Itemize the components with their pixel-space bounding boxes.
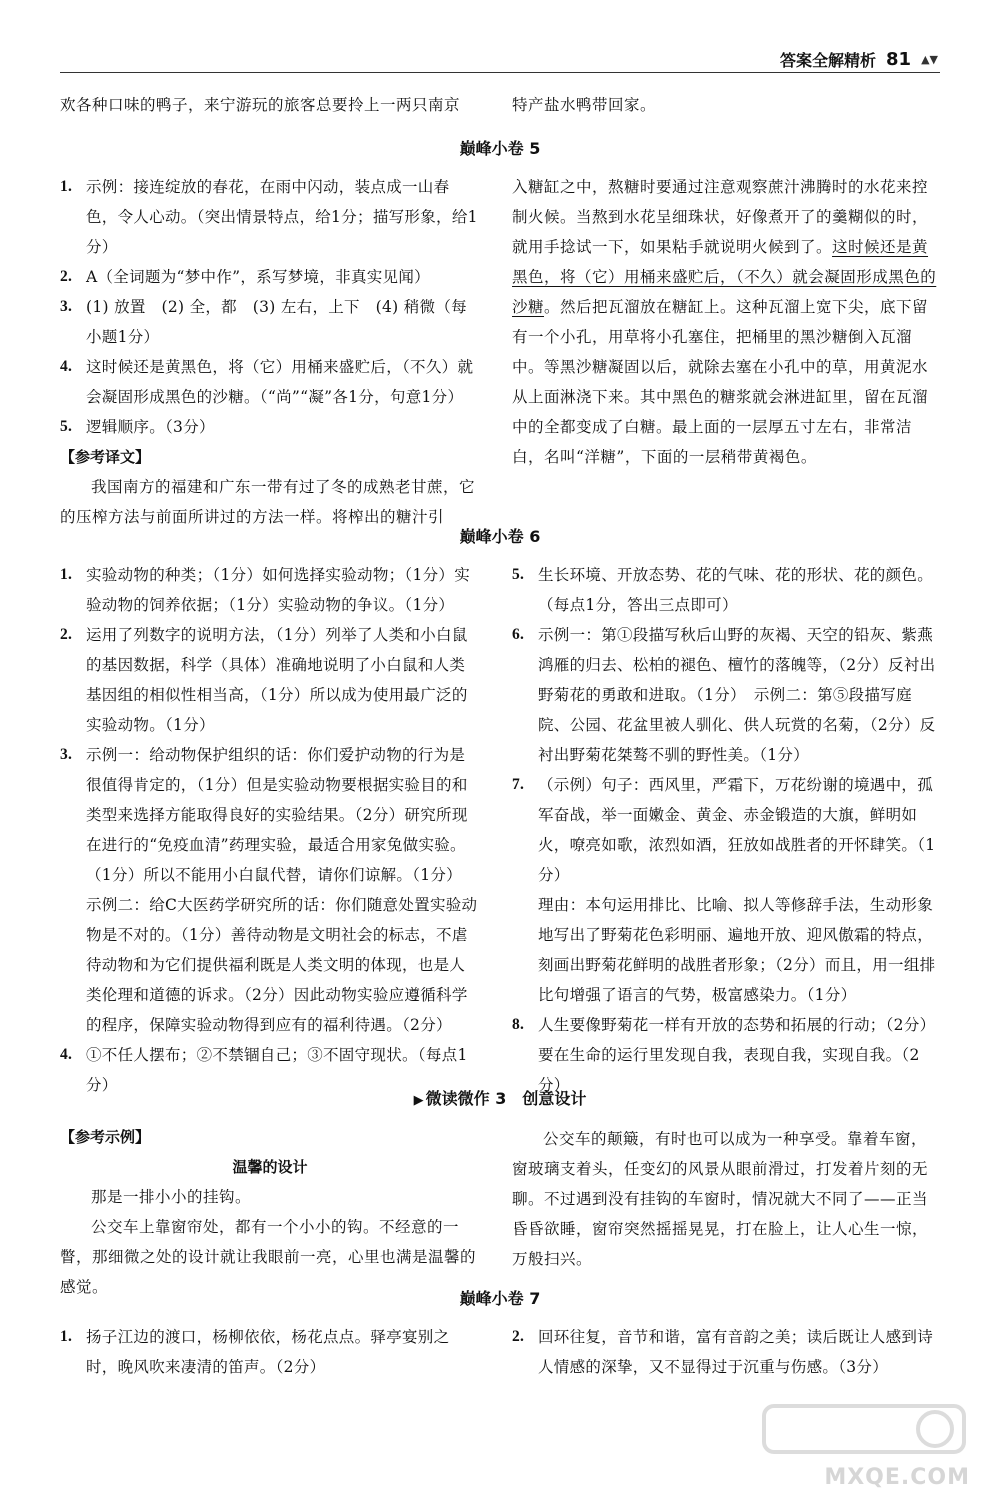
answer-item [60,352,480,412]
section5-right-column [512,172,940,472]
item-text: 回环往复，音节和谐，富有音韵之美；读后既让人感到诗人情感的深挚，又不显得过于沉重与伤感。（3分） [538,1328,934,1376]
section7-right-column [512,1322,940,1382]
item-text: 示例一：给动物保护组织的话：你们爱护动物的行为是很值得肯定的，（1分）但是实验动物要根据实验目的和类型来选择方能取得良好的实验结果。（2分）研究所现在进行的“免疫血清”药理实验，最适合用家兔做实验。（1分）所以不能用小白鼠代替，请你们谅解。（1分） [86,746,468,884]
item-text: (1) 放置 (2) 全，都 (3) 左右，上下 (4) 稍微（每小题1分） [86,298,467,346]
translation-text-2: 。然后把瓦溜放在糖缸上。这种瓦溜上宽下尖，底下留有一个小孔，用草将小孔塞住，把桶里的黑沙糖倒入瓦溜中。等黑沙糖凝固以后，就除去塞在小孔中的草，用黄泥水从上面淋浇下来。其中黑色的糖浆就会淋进缸里，留在瓦溜中的全都变成了白糖。最上面的一层厚五寸左右，非常洁白，名叫“洋糖”，下面的一层稍带黄褐色。 [512,298,929,466]
translation-underlined: 这时候还是黄黑色，将（它）用桶来盛贮后，（不久）就会凝固形成黑色的沙糖 [512,238,937,316]
item-text-extra: 理由：本句运用排比、比喻、拟人等修辞手法，生动形象地写出了野菊花色彩明丽、遍地开放、迎风傲霜的特点，刻画出野菊花鲜明的战胜者形象；（2分）而且，用一组排比句增强了语言的气势，极富感染力。（1分） [538,896,936,1004]
item-text: （示例）句子：西风里，严霜下，万花纷谢的境遇中，孤军奋战，举一面嫩金、黄金、赤金锻造的大旗，鲜明如火，嘹亮如歌，浓烈如酒，狂放如战胜者的开怀肆笑。（1分） [538,776,936,884]
section5-left-column [60,172,480,532]
item-text-extra: 示例二：给C大医药学研究所的话：你们随意处置实验动物是不对的。（1分）善待动物是文明社会的标志，不虐待动物和为它们提供福利既是人类文明的体现，也是人类伦理和道德的诉求。（2分）因此动物实验应遵循科学的程序，保障实验动物得到应有的福利待遇。（2分） [86,896,478,1034]
answer-item [512,770,940,1010]
reference-translation-text: 我国南方的福建和广东一带有过了冬的成熟老甘蔗，它的压榨方法与前面所讲过的方法一样。将榨出的糖汁引 [60,478,476,526]
translation-text-1: 入糖缸之中，熬糖时要通过注意观察蔗汁沸腾时的水花来控制火候。当熬到水花呈细珠状，好像煮开了的羹糊似的时，就用手捻试一下，如果粘手就说明火候到了。 [512,178,929,256]
item-text: ①不任人摆布；②不禁锢自己；③不固守现状。（每点1分） [86,1046,468,1094]
item-text: 实验动物的种类；（1分）如何选择实验动物；（1分）实验动物的饲养依据；（1分）实验动物的争议。（1分） [86,566,471,614]
watermark-logo [760,1400,970,1490]
answer-item [60,620,480,740]
item-number: 5. [60,418,73,435]
watermark-icon [760,1400,970,1460]
header-divider [60,72,940,73]
watermark-text: MXQE.COM [824,1465,970,1490]
item-text: 人生要像野菊花一样有开放的态势和拓展的行动；（2分）要在生命的运行里发现自我，表现自我，实现自我。（2分） [538,1016,936,1094]
answer-item [512,1322,940,1382]
item-number: 5. [512,566,525,583]
item-number: 4. [60,358,73,375]
item-number: 8. [512,1016,525,1033]
answer-item [60,172,480,262]
item-text: 逻辑顺序。（3分） [86,418,215,436]
play-triangle-icon: ▶ [413,1093,424,1108]
answer-item [60,560,480,620]
answer-item [60,262,480,292]
triangle-icon: ▲▼ [921,53,938,66]
item-number: 3. [60,746,73,763]
item-number: 2. [60,268,73,285]
item-number: 2. [60,626,73,643]
page-number: 81 [886,49,912,70]
section-title-6: 巅峰小卷 6 [459,527,541,546]
top-left-line: 欢各种口味的鸭子，来宁游玩的旅客总要拎上一两只南京 [60,96,461,114]
micro-title-text: 微读微作 3 创意设计 [425,1089,587,1108]
item-text: A（全词题为“梦中作”，系写梦境，非真实见闻） [86,268,430,286]
section-title-5: 巅峰小卷 5 [459,139,541,158]
top-right-line: 特产盐水鸭带回家。 [512,96,657,114]
item-number: 1. [60,566,73,583]
reference-translation-label: 【参考译文】 [60,448,151,466]
item-number: 4. [60,1046,73,1063]
essay-paragraph: 那是一排小小的挂钩。 [91,1188,252,1206]
answer-item [60,292,480,352]
page-header [780,48,938,71]
item-number: 2. [512,1328,525,1345]
item-text: 扬子江边的渡口，杨柳依依，杨花点点。驿亭宴别之时，晚风吹来凄清的笛声。（2分） [86,1328,450,1376]
item-number: 3. [60,298,73,315]
item-text: 示例：接连绽放的春花，在雨中闪动，装点成一山春色，令人心动。（突出情景特点，给1分；描写形象，给1分） [86,178,478,256]
essay-paragraph: 公交车上靠窗帘处，都有一个小小的钩。不经意的一瞥，那细微之处的设计就让我眼前一亮，心里也满是温馨的感觉。 [60,1218,477,1296]
section-title-7: 巅峰小卷 7 [459,1289,541,1308]
reference-example-label: 【参考示例】 [60,1128,151,1146]
item-number: 1. [60,1328,73,1345]
section7-left-column [60,1322,480,1382]
item-text: 示例一：第①段描写秋后山野的灰褐、天空的铅灰、紫燕鸿雁的归去、松柏的褪色、檀竹的落魄等，（2分）反衬出野菊花的勇敢和进取。（1分） 示例二：第⑤段描写庭院、公园、花盆里被人驯化、供人玩赏的名菊，（2分）反衬出野菊花桀骜不驯的野性美。（1分） [538,626,936,764]
item-number: 1. [60,178,73,195]
answer-item [60,1322,480,1382]
item-number: 6. [512,626,525,643]
section6-right-column [512,560,940,1100]
micro-section-title [0,1086,1000,1109]
answer-item [60,740,480,1040]
item-text: 运用了列数字的说明方法，（1分）列举了人类和小白鼠的基因数据，科学（具体）准确地说明了小白鼠和人类基因组的相似性相当高，（1分）所以成为使用最广泛的实验动物。（1分） [86,626,468,734]
answer-item [60,412,480,442]
micro-left-column [60,1122,480,1302]
section6-left-column [60,560,480,1100]
item-number: 7. [512,776,525,793]
item-text: 这时候还是黄黑色，将（它）用桶来盛贮后，（不久）就会凝固形成黑色的沙糖。（“尚”“凝”各1分，句意1分） [86,358,474,406]
essay-paragraph: 公交车的颠簸，有时也可以成为一种享受。靠着车窗，窗玻璃支着头，任变幻的风景从眼前滑过，打发着片刻的无聊。不过遇到没有挂钩的车窗时，情况就大不同了——正当昏昏欲睡，窗帘突然摇摇晃晃，打在脸上，让人心生一惊，万般扫兴。 [512,1130,929,1268]
answer-item [512,620,940,770]
answer-item [512,560,940,620]
header-title: 答案全解精析 [780,51,877,70]
item-text: 生长环境、开放态势、花的气味、花的形状、花的颜色。（每点1分，答出三点即可） [538,566,934,614]
essay-title: 温馨的设计 [232,1158,308,1176]
